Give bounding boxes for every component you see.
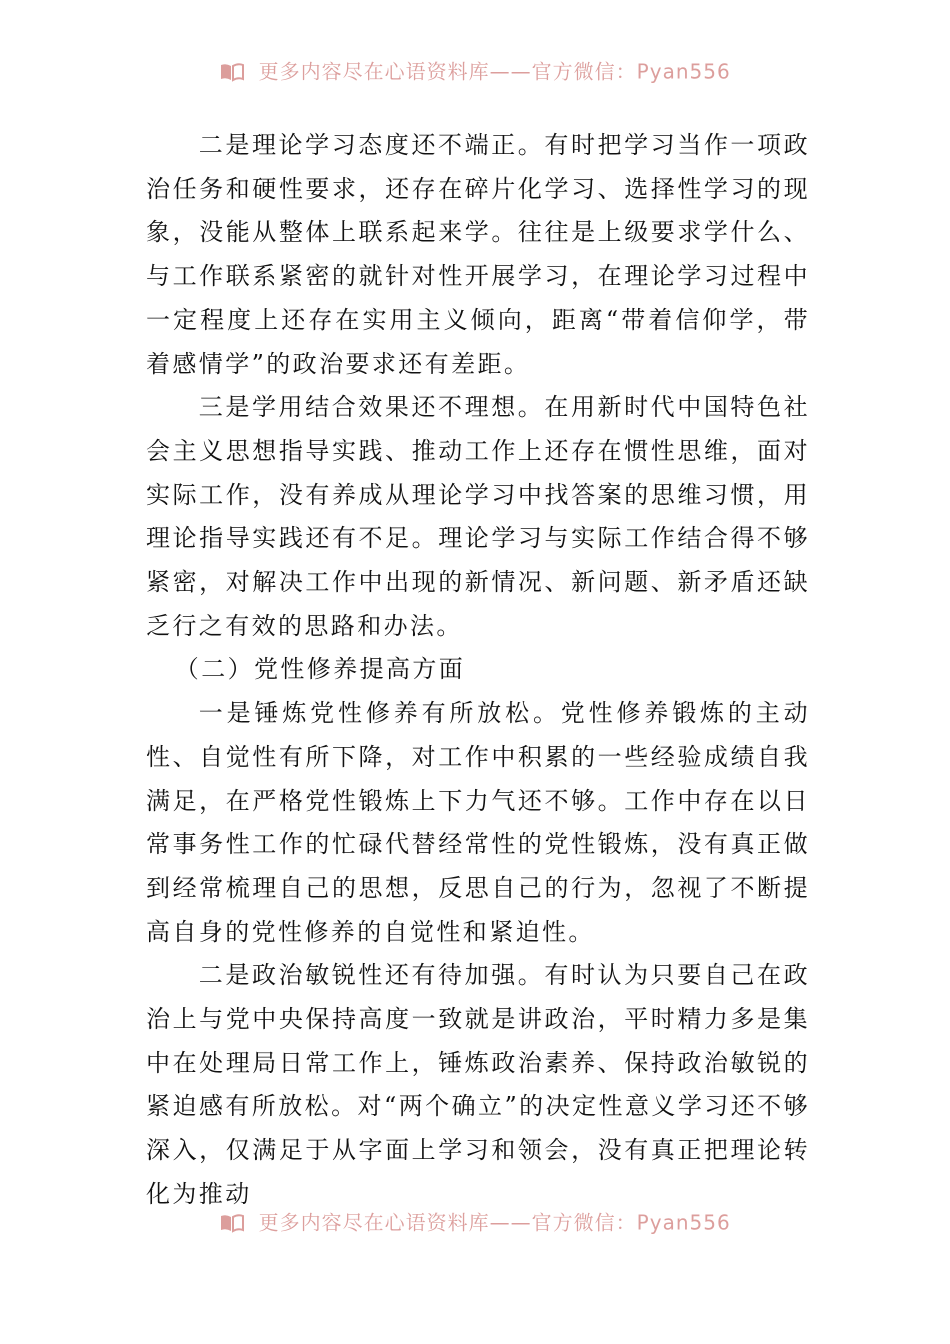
paragraph-study-application: 三是学用结合效果还不理想。在用新时代中国特色社会主义思想指导实践、推动工作上还存在惯性思维，面对实际工作，没有养成从理论学习中找答案的思维习惯，用理论指导实践还有不足。理论学习与实际工作结合得不够紧密，对解决工作中出现的新情况、新问题、新矛盾还缺乏行之有效的思路和办法。 [146,393,810,640]
paragraph-party-cultivation: 一是锤炼党性修养有所放松。党性修养锻炼的主动性、自觉性有所下降，对工作中积累的一些经验成绩自我满足，在严格党性锻炼上下力气还不够。工作中存在以日常事务性工作的忙碌代替经常性的党性锻炼，没有真正做到经常梳理自己的思想，反思自己的行为，忽视了不断提高自身的党性修养的自觉性和紧迫性。 [146,699,810,946]
watermark-header [0,56,950,84]
watermark-text: 更多内容尽在心语资料库——官方微信：Pyan556 [258,1210,731,1235]
section-heading-party-cultivation: （二）党性修养提高方面 [174,655,466,684]
paragraph-theory-attitude: 二是理论学习态度还不端正。有时把学习当作一项政治任务和硬性要求，还存在碎片化学习、选择性学习的现象，没能从整体上联系起来学。往往是上级要求学什么、与工作联系紧密的就针对性开展学习，在理论学习过程中一定程度上还存在实用主义倾向，距离“带着信仰学，带着感情学”的政治要求还有差距。 [146,131,810,378]
book-logo-icon [219,1212,245,1234]
document-body [146,124,810,1217]
paragraph-political-sensitivity: 二是政治敏锐性还有待加强。有时认为只要自己在政治上与党中央保持高度一致就是讲政治，平时精力多是集中在处理局日常工作上，锤炼政治素养、保持政治敏锐的紧迫感有所放松。对“两个确立”的决定性意义学习还不够深入，仅满足于从字面上学习和领会，没有真正把理论转化为推动 [146,961,810,1208]
watermark-text: 更多内容尽在心语资料库——官方微信：Pyan556 [258,59,731,84]
watermark-footer [0,1207,950,1235]
book-logo-icon [219,61,245,83]
